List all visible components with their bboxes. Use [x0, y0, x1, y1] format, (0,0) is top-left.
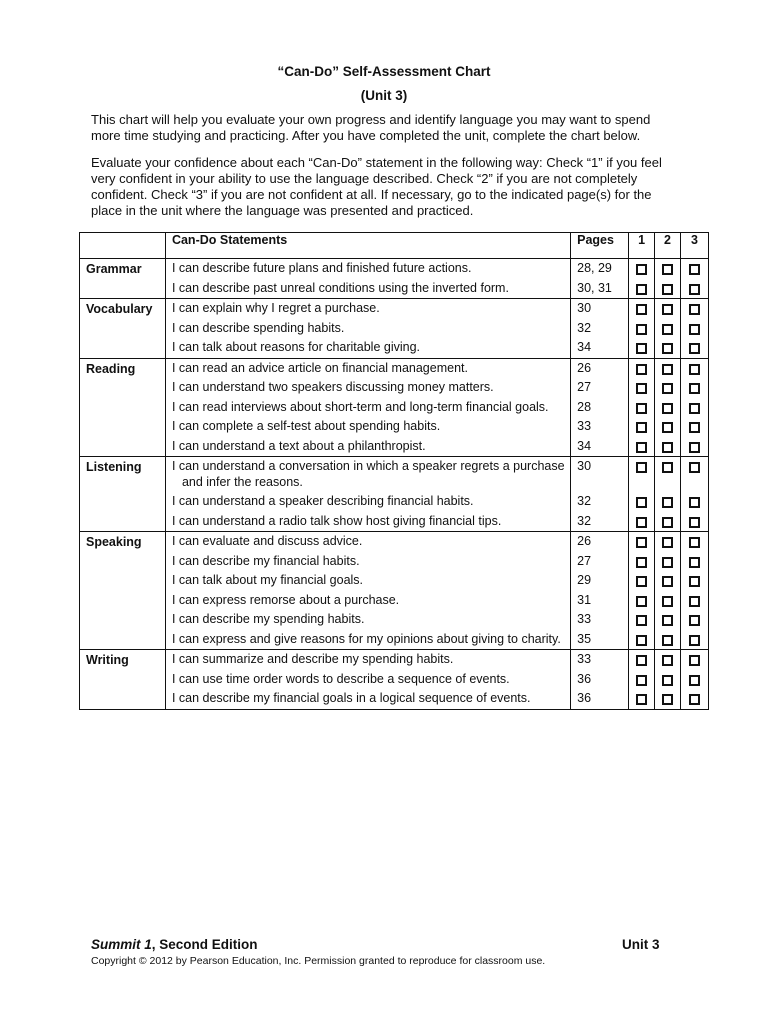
rating-3-cell: [680, 319, 708, 339]
table-row: [80, 457, 709, 493]
rating-2-cell: [655, 492, 681, 512]
table-row: [80, 338, 709, 358]
rating-1-cell: [629, 492, 655, 512]
category-label: Writing: [80, 650, 166, 710]
rating-2-checkbox[interactable]: [662, 304, 673, 315]
table-row: [80, 532, 709, 552]
category-label: Reading: [80, 358, 166, 457]
rating-2-checkbox[interactable]: [662, 497, 673, 508]
rating-3-checkbox[interactable]: [689, 537, 700, 548]
rating-3-checkbox[interactable]: [689, 343, 700, 354]
rating-1-cell: [629, 670, 655, 690]
rating-1-cell: [629, 338, 655, 358]
table-row: [80, 591, 709, 611]
statement-text: I can evaluate and discuss advice.: [171, 534, 363, 548]
rating-3-checkbox[interactable]: [689, 557, 700, 568]
rating-3-checkbox[interactable]: [689, 403, 700, 414]
rating-3-cell: [680, 398, 708, 418]
rating-1-cell: [629, 512, 655, 532]
rating-3-checkbox[interactable]: [689, 284, 700, 295]
rating-3-checkbox[interactable]: [689, 462, 700, 473]
rating-2-cell: [655, 319, 681, 339]
rating-1-checkbox[interactable]: [636, 576, 647, 587]
table-row: [80, 512, 709, 532]
pages-cell: 33: [571, 650, 629, 670]
statement-cell: [165, 552, 570, 572]
rating-3-checkbox[interactable]: [689, 442, 700, 453]
rating-1-cell: [629, 358, 655, 378]
statement-text: I can talk about my financial goals.: [171, 573, 364, 587]
statement-text: I can complete a self-test about spending habits.: [171, 419, 441, 433]
statement-cell: [165, 610, 570, 630]
statement-cell: [165, 571, 570, 591]
rating-2-cell: [655, 457, 681, 493]
rating-2-cell: [655, 259, 681, 279]
statement-text: I can understand a text about a philanthropist.: [171, 438, 426, 453]
rating-1-cell: [629, 610, 655, 630]
statement-cell: [165, 358, 570, 378]
statement-text: I can talk about reasons for charitable giving.: [171, 340, 421, 354]
rating-1-checkbox[interactable]: [636, 517, 647, 528]
rating-1-cell: [629, 299, 655, 319]
rating-3-checkbox[interactable]: [689, 517, 700, 528]
rating-1-checkbox[interactable]: [636, 694, 647, 705]
rating-2-checkbox[interactable]: [662, 675, 673, 686]
pages-cell: 28: [571, 398, 629, 418]
statement-cell: [165, 650, 570, 670]
rating-1-checkbox[interactable]: [636, 497, 647, 508]
pages-cell: 30: [571, 457, 629, 493]
rating-2-checkbox[interactable]: [662, 462, 673, 473]
rating-1-checkbox[interactable]: [636, 596, 647, 607]
table-row: [80, 299, 709, 319]
rating-3-cell: [680, 670, 708, 690]
page-title: “Can-Do” Self-Assessment Chart: [277, 64, 491, 79]
rating-3-checkbox[interactable]: [689, 694, 700, 705]
rating-1-checkbox[interactable]: [636, 615, 647, 626]
pages-cell: 32: [571, 512, 629, 532]
statement-text: I can summarize and describe my spending habits.: [171, 652, 454, 666]
rating-2-cell: [655, 689, 681, 709]
rating-1-cell: [629, 319, 655, 339]
statement-text: I can describe past unreal conditions using the inverted form.: [171, 280, 509, 295]
pages-cell: 33: [571, 417, 629, 437]
rating-2-cell: [655, 610, 681, 630]
statement-text: I can describe spending habits.: [171, 320, 345, 335]
rating-2-checkbox[interactable]: [662, 403, 673, 414]
rating-1-cell: [629, 689, 655, 709]
can-do-chart: [79, 232, 709, 710]
rating-1-checkbox[interactable]: [636, 304, 647, 315]
rating-3-cell: [680, 650, 708, 670]
statement-cell: [165, 338, 570, 358]
rating-1-checkbox[interactable]: [636, 442, 647, 453]
category-label: Listening: [80, 457, 166, 532]
footer-unit: Unit 3: [622, 937, 660, 952]
rating-3-checkbox[interactable]: [689, 576, 700, 587]
statement-text: I can explain why I regret a purchase.: [171, 301, 380, 315]
statement-text: I can use time order words to describe a sequence of events.: [171, 671, 510, 686]
table-row: [80, 650, 709, 670]
rating-2-cell: [655, 650, 681, 670]
book-edition: , Second Edition: [151, 937, 258, 952]
rating-2-checkbox[interactable]: [662, 422, 673, 433]
rating-1-checkbox[interactable]: [636, 557, 647, 568]
rating-3-cell: [680, 338, 708, 358]
statement-cell: [165, 279, 570, 299]
rating-3-cell: [680, 299, 708, 319]
rating-2-checkbox[interactable]: [662, 364, 673, 375]
rating-3-header: 3: [680, 233, 708, 259]
table-row: [80, 417, 709, 437]
pages-cell: 34: [571, 437, 629, 457]
pages-cell: 36: [571, 670, 629, 690]
statement-cell: [165, 689, 570, 709]
rating-1-checkbox[interactable]: [636, 422, 647, 433]
category-header: [80, 233, 166, 259]
rating-3-checkbox[interactable]: [689, 383, 700, 394]
rating-3-cell: [680, 552, 708, 572]
statement-cell: [165, 417, 570, 437]
rating-1-cell: [629, 591, 655, 611]
book-title: Summit 1: [91, 937, 152, 952]
pages-cell: 27: [571, 552, 629, 572]
rating-3-checkbox[interactable]: [689, 324, 700, 335]
rating-2-cell: [655, 512, 681, 532]
rating-3-cell: [680, 417, 708, 437]
rating-1-cell: [629, 279, 655, 299]
statement-text: I can express and give reasons for my opinions about giving to charity.: [171, 631, 561, 646]
rating-1-checkbox[interactable]: [636, 403, 647, 414]
rating-3-checkbox[interactable]: [689, 304, 700, 315]
chart-header-row: [80, 233, 709, 259]
statement-text: I can describe future plans and finished future actions.: [171, 261, 472, 275]
pages-cell: 26: [571, 358, 629, 378]
rating-2-cell: [655, 338, 681, 358]
category-label: Vocabulary: [80, 299, 166, 359]
rating-1-cell: [629, 398, 655, 418]
rating-1-header: 1: [629, 233, 655, 259]
rating-3-cell: [680, 591, 708, 611]
pages-cell: 36: [571, 689, 629, 709]
statement-text: I can describe my financial goals in a logical sequence of events.: [171, 691, 531, 705]
rating-2-checkbox[interactable]: [662, 324, 673, 335]
table-row: [80, 259, 709, 279]
rating-1-cell: [629, 378, 655, 398]
rating-3-cell: [680, 437, 708, 457]
table-row: [80, 279, 709, 299]
pages-header: Pages: [571, 233, 629, 259]
table-row: [80, 630, 709, 650]
pages-cell: 35: [571, 630, 629, 650]
statement-cell: [165, 319, 570, 339]
statement-cell: [165, 492, 570, 512]
statement-text: I can understand a speaker describing financial habits.: [171, 494, 474, 508]
rating-1-checkbox[interactable]: [636, 537, 647, 548]
rating-2-checkbox[interactable]: [662, 576, 673, 587]
page-subtitle: (Unit 3): [360, 88, 408, 103]
rating-2-cell: [655, 437, 681, 457]
rating-3-checkbox[interactable]: [689, 364, 700, 375]
rating-2-cell: [655, 398, 681, 418]
rating-2-cell: [655, 630, 681, 650]
rating-2-checkbox[interactable]: [662, 694, 673, 705]
statement-cell: [165, 591, 570, 611]
statement-text: I can read interviews about short-term and long-term financial goals.: [171, 399, 549, 414]
rating-3-cell: [680, 610, 708, 630]
rating-3-checkbox[interactable]: [689, 675, 700, 686]
statement-cell: [165, 259, 570, 279]
pages-cell: 32: [571, 319, 629, 339]
pages-cell: 33: [571, 610, 629, 630]
rating-1-cell: [629, 650, 655, 670]
rating-2-cell: [655, 417, 681, 437]
rating-1-cell: [629, 457, 655, 493]
rating-1-checkbox[interactable]: [636, 675, 647, 686]
rating-3-checkbox[interactable]: [689, 497, 700, 508]
statement-cell: [165, 398, 570, 418]
table-row: [80, 358, 709, 378]
rating-2-checkbox[interactable]: [662, 557, 673, 568]
rating-1-checkbox[interactable]: [636, 462, 647, 473]
rating-1-checkbox[interactable]: [636, 383, 647, 394]
table-row: [80, 319, 709, 339]
copyright-notice: Copyright © 2012 by Pearson Education, Inc. Permission granted to reproduce for classroom use.: [91, 955, 546, 967]
rating-2-cell: [655, 591, 681, 611]
rating-2-checkbox[interactable]: [662, 596, 673, 607]
statement-cell: [165, 437, 570, 457]
rating-2-cell: [655, 670, 681, 690]
rating-3-cell: [680, 358, 708, 378]
rating-3-checkbox[interactable]: [689, 264, 700, 275]
table-row: [80, 610, 709, 630]
table-row: [80, 571, 709, 591]
table-row: [80, 689, 709, 709]
pages-cell: 30: [571, 299, 629, 319]
statement-cell: [165, 378, 570, 398]
statement-text: I can describe my financial habits.: [171, 553, 360, 568]
rating-1-checkbox[interactable]: [636, 264, 647, 275]
rating-3-checkbox[interactable]: [689, 615, 700, 626]
rating-3-cell: [680, 259, 708, 279]
rating-2-cell: [655, 279, 681, 299]
rating-1-checkbox[interactable]: [636, 343, 647, 354]
rating-1-checkbox[interactable]: [636, 324, 647, 335]
rating-2-cell: [655, 358, 681, 378]
table-row: [80, 378, 709, 398]
rating-1-checkbox[interactable]: [636, 284, 647, 295]
rating-2-cell: [655, 378, 681, 398]
rating-1-checkbox[interactable]: [636, 364, 647, 375]
statement-text: I can understand a conversation in which a speaker regrets a purchase and infer the reasons.: [171, 459, 565, 489]
rating-1-cell: [629, 532, 655, 552]
rating-3-checkbox[interactable]: [689, 655, 700, 666]
statement-text: I can express remorse about a purchase.: [171, 592, 400, 607]
rating-1-cell: [629, 552, 655, 572]
footer-book-title: [91, 937, 258, 952]
rating-2-cell: [655, 571, 681, 591]
rating-2-checkbox[interactable]: [662, 537, 673, 548]
rating-1-cell: [629, 259, 655, 279]
instructions-paragraph: Evaluate your confidence about each “Can-Do” statement in the following way: Check “1” if you feel very confident in your ability to use the language described. Check “2” if you are not completely confident. Check “3” if you are not confident at all. If necessary, go to the indicated page(s) for the place in the unit where the language was presented and practiced.: [91, 155, 662, 218]
rating-2-checkbox[interactable]: [662, 635, 673, 646]
statement-cell: [165, 299, 570, 319]
statement-text: I can describe my spending habits.: [171, 612, 365, 626]
statement-text: I can read an advice article on financial management.: [171, 360, 468, 375]
pages-cell: 29: [571, 571, 629, 591]
rating-1-checkbox[interactable]: [636, 655, 647, 666]
rating-2-checkbox[interactable]: [662, 264, 673, 275]
pages-cell: 34: [571, 338, 629, 358]
rating-3-checkbox[interactable]: [689, 596, 700, 607]
rating-2-cell: [655, 299, 681, 319]
table-row: [80, 492, 709, 512]
rating-1-cell: [629, 437, 655, 457]
rating-3-cell: [680, 512, 708, 532]
rating-2-checkbox[interactable]: [662, 655, 673, 666]
rating-2-cell: [655, 552, 681, 572]
statement-cell: [165, 512, 570, 532]
pages-cell: 28, 29: [571, 259, 629, 279]
rating-3-cell: [680, 571, 708, 591]
statement-text: I can understand a radio talk show host giving financial tips.: [171, 513, 502, 528]
rating-2-checkbox[interactable]: [662, 383, 673, 394]
rating-2-checkbox[interactable]: [662, 615, 673, 626]
statement-text: I can understand two speakers discussing money matters.: [171, 380, 494, 394]
statement-cell: [165, 630, 570, 650]
rating-2-header: 2: [655, 233, 681, 259]
rating-2-checkbox[interactable]: [662, 343, 673, 354]
pages-cell: 32: [571, 492, 629, 512]
category-label: Speaking: [80, 532, 166, 650]
pages-cell: 26: [571, 532, 629, 552]
rating-1-checkbox[interactable]: [636, 635, 647, 646]
rating-2-cell: [655, 532, 681, 552]
chart-body: [80, 259, 709, 710]
category-label: Grammar: [80, 259, 166, 299]
rating-2-checkbox[interactable]: [662, 284, 673, 295]
rating-3-cell: [680, 492, 708, 512]
rating-3-cell: [680, 689, 708, 709]
statements-header: Can-Do Statements: [165, 233, 570, 259]
table-row: [80, 552, 709, 572]
statement-cell: [165, 670, 570, 690]
rating-1-cell: [629, 417, 655, 437]
rating-3-cell: [680, 378, 708, 398]
rating-2-checkbox[interactable]: [662, 517, 673, 528]
rating-3-cell: [680, 532, 708, 552]
pages-cell: 31: [571, 591, 629, 611]
statement-cell: [165, 532, 570, 552]
table-row: [80, 670, 709, 690]
table-row: [80, 398, 709, 418]
rating-3-checkbox[interactable]: [689, 635, 700, 646]
pages-cell: 27: [571, 378, 629, 398]
statement-cell: [165, 457, 570, 493]
intro-paragraph: This chart will help you evaluate your own progress and identify language you may want to spend more time studying and practicing. After you have completed the unit, complete the chart below.: [91, 112, 651, 143]
rating-3-cell: [680, 279, 708, 299]
rating-3-cell: [680, 630, 708, 650]
table-row: [80, 437, 709, 457]
rating-3-checkbox[interactable]: [689, 422, 700, 433]
rating-2-checkbox[interactable]: [662, 442, 673, 453]
rating-1-cell: [629, 630, 655, 650]
rating-1-cell: [629, 571, 655, 591]
pages-cell: 30, 31: [571, 279, 629, 299]
rating-3-cell: [680, 457, 708, 493]
